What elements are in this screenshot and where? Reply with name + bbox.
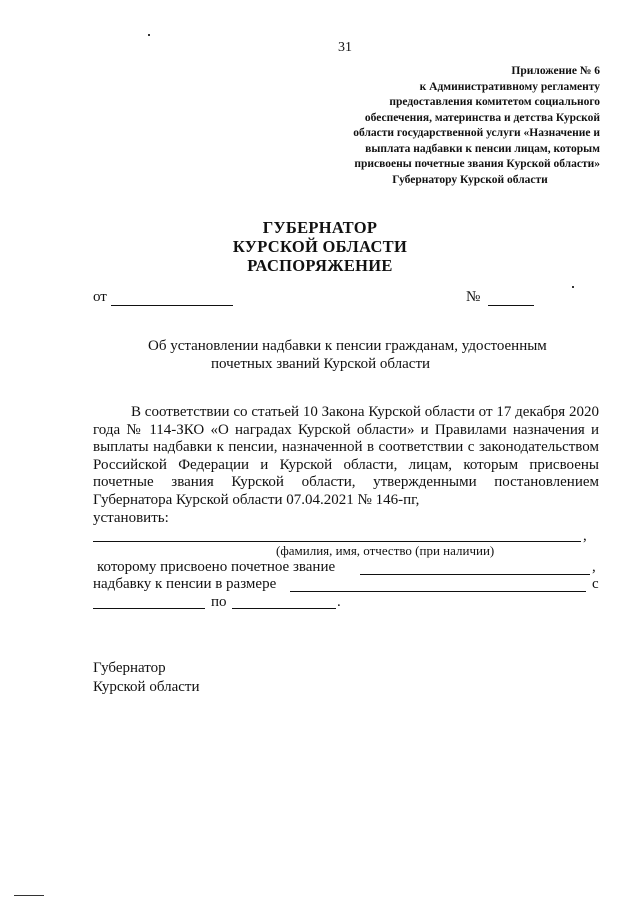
subject-line-1: Об установлении надбавки к пенсии гражданам, удостоенным <box>148 338 547 354</box>
number-field-line <box>488 305 534 306</box>
date-label: от <box>93 289 107 305</box>
signature-title: Губернатор <box>93 660 166 676</box>
to-label: по <box>211 594 227 610</box>
title-field-line <box>360 574 590 575</box>
supplement-field-line <box>290 591 586 592</box>
supplement-label: надбавку к пенсии в размере <box>93 576 277 592</box>
name-field-comma: , <box>583 528 587 544</box>
period-mark: . <box>337 594 341 610</box>
establish-label: установить: <box>93 510 169 526</box>
subject-line-2: почетных званий Курской области <box>211 356 431 372</box>
appendix-line: области государственной услуги «Назначение и <box>353 127 600 139</box>
appendix-line: Приложение № 6 <box>511 65 600 77</box>
scan-mark <box>14 895 44 896</box>
number-label: № <box>466 289 481 305</box>
heading-order: РАСПОРЯЖЕНИЕ <box>247 256 393 275</box>
name-field-line <box>93 541 581 542</box>
from-label: с <box>592 576 599 592</box>
title-label: которому присвоено почетное звание <box>97 559 336 575</box>
heading-governor: ГУБЕРНАТОР <box>262 218 378 237</box>
main-paragraph: В соответствии со статьей 10 Закона Курской области от 17 декабря 2020 года № 114-ЗКО «О наградах Курской области» и Правилами назначения и выплаты надбавки к пенсии, назначенной в соответствии с законодательством Российской Федерации и Курской области, лицам, которым присвоены почетные звания Курской области, утвержденными постановлением Губернатора Курской области 07.04.2021 № 146-пг, <box>93 404 599 508</box>
appendix-line: выплата надбавки к пенсии лицам, которым <box>365 142 600 155</box>
appendix-line: присвоены почетные звания Курской области» <box>354 158 600 170</box>
signature-region: Курской области <box>93 679 200 695</box>
page-number: 31 <box>338 40 352 55</box>
appendix-addressee: Губернатору Курской области <box>392 173 548 186</box>
appendix-block <box>330 64 600 188</box>
from-date-field-line <box>93 608 205 609</box>
appendix-line: обеспечения, материнства и детства Курской <box>364 111 600 124</box>
to-date-field-line <box>232 608 336 609</box>
title-field-comma: , <box>592 559 596 575</box>
heading-region: КУРСКОЙ ОБЛАСТИ <box>232 237 408 256</box>
scan-speck <box>572 286 574 288</box>
appendix-line: предоставления комитетом социального <box>389 96 600 108</box>
appendix-line: к Административному регламенту <box>419 80 600 93</box>
date-field-line <box>111 305 233 306</box>
name-field-hint: (фамилия, имя, отчество (при наличии) <box>276 543 495 558</box>
scan-speck <box>148 34 150 36</box>
